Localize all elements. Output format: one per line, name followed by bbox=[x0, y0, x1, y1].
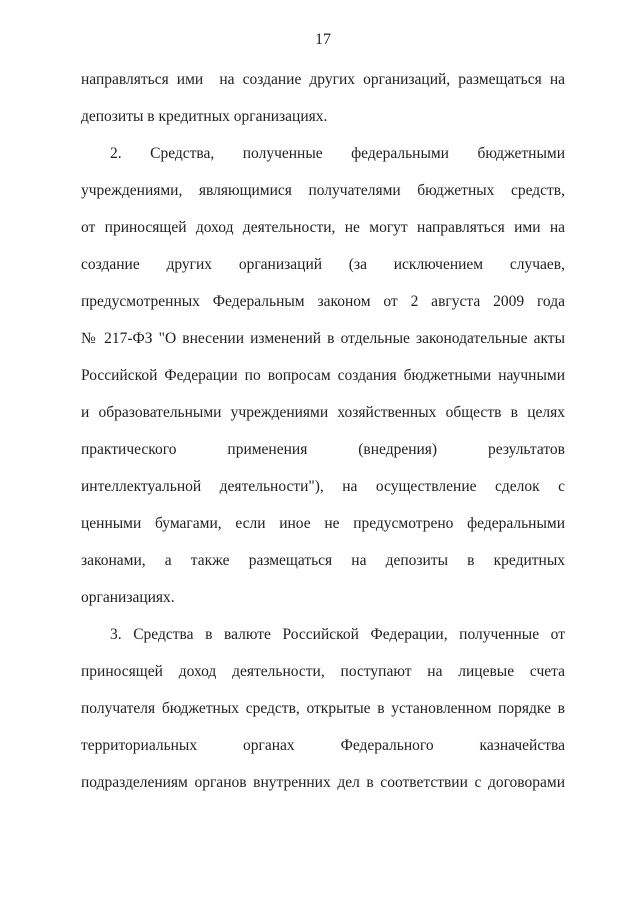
text-line: территориальных органах Федерального казначейства bbox=[81, 737, 565, 754]
text-line: ценными бумагами, если иное не предусмотрено федеральными bbox=[81, 515, 565, 532]
paragraph bbox=[81, 135, 565, 616]
paragraph bbox=[81, 61, 565, 135]
text-line: направляться ими на создание других организаций, размещаться на bbox=[81, 71, 565, 88]
text-line: получателя бюджетных средств, открытые в установленном порядке в bbox=[81, 700, 565, 717]
text-line: организациях. bbox=[81, 589, 175, 606]
text-line: создание других организаций (за исключением случаев, bbox=[81, 256, 565, 273]
document-body bbox=[81, 61, 565, 801]
text-line: практического применения (внедрения) результатов bbox=[81, 441, 565, 458]
text-line: 2. Средства, полученные федеральными бюджетными bbox=[110, 145, 565, 162]
paragraph bbox=[81, 616, 565, 801]
text-line: подразделениям органов внутренних дел в соответствии с договорами bbox=[81, 774, 565, 791]
text-line: Российской Федерации по вопросам создания бюджетными научными bbox=[81, 367, 565, 384]
text-line: депозиты в кредитных организациях. bbox=[81, 108, 328, 125]
text-line: законами, а также размещаться на депозиты в кредитных bbox=[81, 552, 565, 569]
text-line: предусмотренных Федеральным законом от 2 августа 2009 года bbox=[81, 293, 565, 310]
text-line: от приносящей доход деятельности, не могут направляться ими на bbox=[81, 219, 565, 236]
text-line: приносящей доход деятельности, поступают на лицевые счета bbox=[81, 663, 565, 680]
text-line: учреждениями, являющимися получателями бюджетных средств, bbox=[81, 182, 565, 199]
text-line: интеллектуальной деятельности"), на осуществление сделок с bbox=[81, 478, 565, 495]
text-line: 3. Средства в валюте Российской Федерации, полученные от bbox=[110, 626, 565, 643]
text-line: № 217-ФЗ "О внесении изменений в отдельные законодательные акты bbox=[81, 330, 565, 347]
page-number: 17 bbox=[315, 31, 331, 48]
text-line: и образовательными учреждениями хозяйственных обществ в целях bbox=[81, 404, 565, 421]
